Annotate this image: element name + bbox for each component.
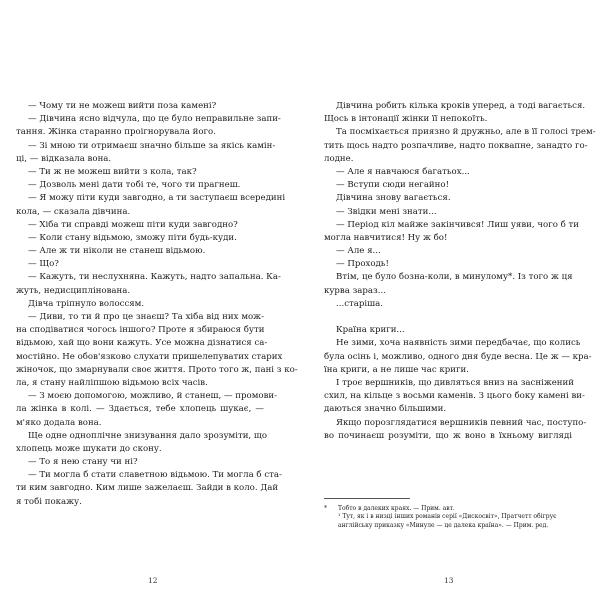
text-line: ла, я стану найліпшою відьмою всіх часів. bbox=[16, 377, 208, 388]
text-line: — Дівчина ясно відчула, що це було неправильне запи- bbox=[28, 114, 281, 125]
text-line: — Хіба ти справді можеш піти куди завгодно? bbox=[28, 219, 238, 230]
left-page-text bbox=[16, 100, 298, 509]
text-line: — Я можу піти куди завгодно, а ти заступаєш всередині bbox=[28, 193, 286, 204]
text-line: — Що? bbox=[28, 259, 59, 270]
footnote bbox=[324, 522, 572, 530]
text-line: — Звідки мені знати... bbox=[336, 206, 437, 217]
text-line: ...старіша. bbox=[336, 298, 383, 309]
text-line: — Проходь! bbox=[336, 259, 389, 270]
footnote bbox=[324, 505, 572, 513]
text-line: ці, — відказала вона. bbox=[16, 153, 112, 164]
footnote bbox=[324, 513, 572, 521]
text-line: кола, — сказала дівчина. bbox=[16, 206, 131, 217]
text-line: була осінь і, можливо, одного дня буде весна. Це ж — кра- bbox=[324, 351, 592, 362]
text-line: жіночок, що змарнували своє життя. Прото того ж, пані з ко- bbox=[16, 364, 298, 375]
text-line: даються значно більшими. bbox=[324, 404, 447, 415]
footnote-rule bbox=[324, 498, 410, 499]
text-line: Щось в інтонації жінки її непокоїть. bbox=[324, 114, 488, 125]
right-page-text bbox=[324, 100, 596, 443]
footnote-text: англійську приказку «Минуле — це далека країна». — Прим. ред. bbox=[338, 521, 549, 529]
text-line: хлопець може шукати до скону. bbox=[16, 443, 162, 454]
text-line: — Але я навчаюся багатьох... bbox=[336, 166, 470, 177]
text-line: тить щось надто розпачливе, надто поквапне, занадто го- bbox=[324, 140, 588, 151]
footnote-text: Тобто в далеких краях. — Прим. авт. bbox=[338, 505, 455, 512]
text-line: Ще одне одноплічне знизування дало зрозуміти, що bbox=[28, 430, 268, 441]
text-line: Не зими, хоча наявність зими передбачає, що колись bbox=[336, 338, 581, 349]
text-line: — Чому ти не можеш вийти поза камені? bbox=[28, 101, 217, 111]
text-line: — Ти могла б стати славетною відьмою. Ти могла б ста- bbox=[28, 470, 282, 481]
text-line: Та посміхається приязно й дружньо, але в її голосі трем- bbox=[336, 127, 596, 138]
text-line: — Період кіл майже закінчився! Лиш уяви, чого б ти bbox=[336, 219, 580, 230]
text-line: — Зі мною ти отримаєш значно більше за якісь камін- bbox=[28, 140, 276, 151]
page-number-left: 12 bbox=[148, 576, 158, 585]
text-line: — Але ж ти ніколи не станеш відьмою. bbox=[28, 246, 206, 257]
text-line: Втім, це було бозна-коли, в минулому*. Із того ж ця bbox=[336, 272, 573, 283]
text-line: ти ким завгодно. Ким лише зажелаєш. Зайди в коло. Дай bbox=[16, 483, 279, 494]
text-line: я тобі покажу. bbox=[16, 496, 82, 507]
text-line: — Ти ж не можеш вийти з кола, так? bbox=[28, 166, 197, 177]
text-line: — Коли стану відьмою, зможу піти будь-куди. bbox=[28, 232, 237, 243]
footnote-mark: * bbox=[324, 505, 327, 512]
text-line: ла жінка в колі. — Здається, тебе хлопець шукає, — bbox=[16, 404, 264, 415]
text-line: мостійно. Не обов'язково слухати пришелепуватих старих bbox=[16, 351, 283, 362]
text-line: — Кажуть, ти неслухняна. Кажуть, надто запальна. Ка- bbox=[28, 272, 281, 283]
text-line: їна криги, а не лише час криги. bbox=[324, 364, 469, 375]
footnotes bbox=[324, 498, 572, 530]
text-line: м'яко додала вона. bbox=[16, 417, 102, 428]
footnote-list bbox=[324, 505, 572, 530]
text-line: могла навчитися! Ну ж бо! bbox=[324, 232, 448, 243]
text-line: — То я нею стану чи ні? bbox=[28, 457, 138, 468]
text-line: — Диви, то ти й про це знаєш? Та хіба від них мож- bbox=[28, 312, 264, 322]
text-line: — Дозволь мені дати тобі те, чого ти прагнеш. bbox=[28, 180, 241, 191]
text-line: Дівча тріпнуло волоссям. bbox=[28, 298, 145, 309]
text-line: Дівчина робить кілька кроків уперед, а тоді вагається. bbox=[336, 101, 586, 111]
page-number-right: 13 bbox=[444, 576, 454, 585]
text-line: Якщо порозглядатися вершників певний час, поступо- bbox=[336, 417, 587, 428]
text-line: І троє вершників, що дивляться вниз на засніжений bbox=[336, 377, 574, 388]
text-line: Дівчина знову вагається. bbox=[336, 193, 451, 204]
text-line: лодне. bbox=[324, 153, 354, 164]
text-line: — З моєю допомогою, можливо, й станеш, — промови- bbox=[28, 391, 278, 402]
text-line: во починаєш розуміти, що ж воно в їхньому вигляді bbox=[324, 430, 572, 441]
text-line: Країна криги... bbox=[336, 325, 405, 336]
text-line: тання. Жінка старанно проігнорувала його. bbox=[16, 127, 216, 138]
footnote-text: ¹ Тут, як і в низці інших романів серії «Дискосвіт», Пратчетт обігрує bbox=[338, 513, 557, 521]
text-line: жуть, недисциплінована. bbox=[16, 285, 131, 296]
text-line: курва зараз... bbox=[324, 285, 386, 296]
text-line: на сподіватися чогось іншого? Проте я збираюся бути bbox=[16, 325, 265, 336]
text-line: — Вступи сюди негайно! bbox=[336, 180, 450, 191]
text-line: — Але я... bbox=[336, 246, 381, 257]
text-line: схил, на кільце з восьми каменів. З цього боку камені ви- bbox=[324, 391, 585, 402]
text-line: відьмою, хай що вони кажуть. Усе можна дізнатися са- bbox=[16, 338, 268, 349]
